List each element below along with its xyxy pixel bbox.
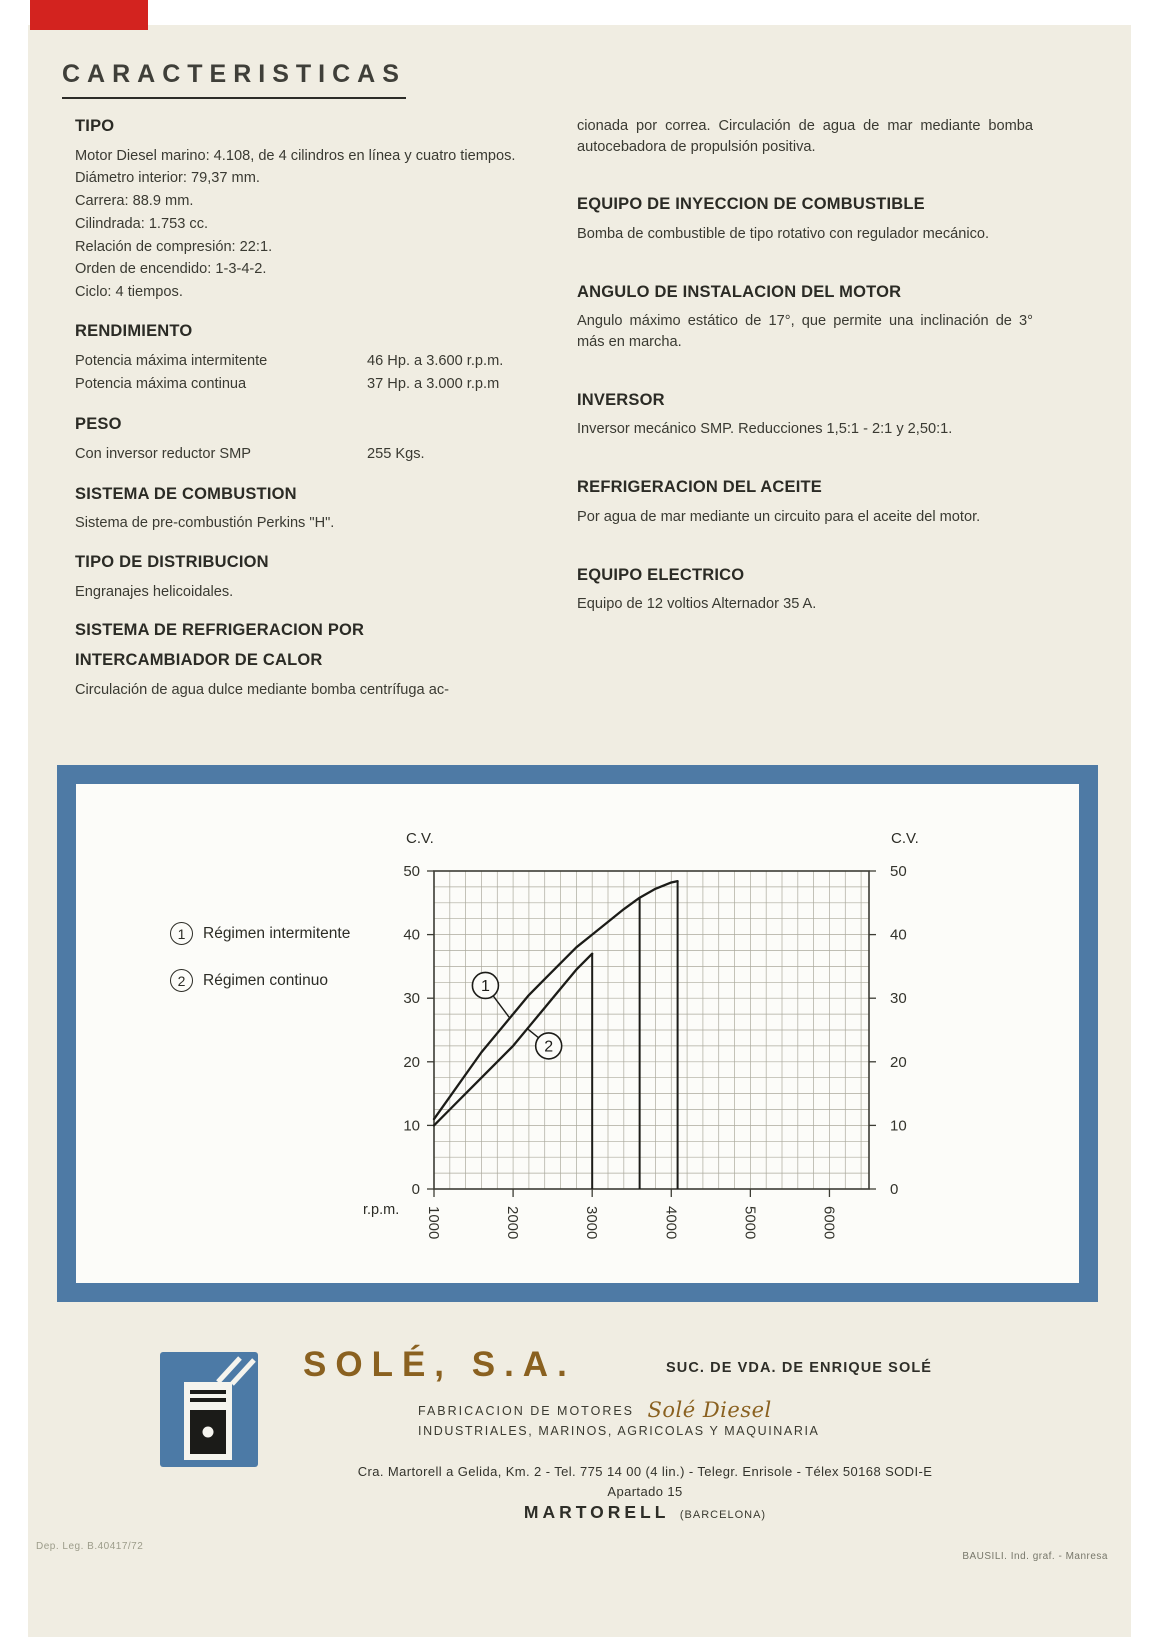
province-name: (BARCELONA) [679,1509,767,1521]
y-tick-label: 30 [890,990,907,1008]
spec-section [75,484,531,534]
fabrication-label: FABRICACION DE MOTORES [418,1404,635,1418]
y-axis-label-right: C.V. [891,830,919,847]
spec-section [75,321,531,396]
legal-deposit: Dep. Leg. B.40417/72 [36,1541,144,1552]
y-tick-label: 30 [403,990,420,1008]
section-text: Circulación de agua dulce mediante bomba centrífuga ac- [75,681,449,698]
y-tick-label: 20 [890,1053,907,1071]
industries-line: INDUSTRIALES, MARINOS, AGRICOLAS Y MAQUINARIA [418,1424,820,1438]
engine-piston-icon [160,1352,258,1467]
y-tick-label: 20 [403,1053,420,1071]
y-tick-label: 10 [890,1117,907,1135]
y-tick-label: 10 [403,1117,420,1135]
printer-credit: BAUSILI. Ind. graf. - Manresa [962,1551,1108,1562]
section-text: Por agua de mar mediante un circuito para el aceite del motor. [577,508,981,525]
section-text: Bomba de combustible de tipo rotativo con regulador mecánico. [577,226,990,243]
legend-marker-1: 1 [170,922,193,945]
y-tick-label: 0 [411,1181,420,1198]
x-axis-label: r.p.m. [363,1202,400,1218]
spec-section [75,414,531,466]
section-text: Sistema de pre-combustión Perkins "H". [75,515,335,532]
section-heading: RENDIMIENTO [75,321,193,340]
section-text: Equipo de 12 voltios Alternador 35 A. [577,596,817,613]
section-text: Orden de encendido: 1-3-4-2. [75,261,267,278]
power-curve-chart [76,784,1079,1283]
y-tick-label: 0 [890,1181,899,1198]
section-heading: REFRIGERACION DEL ACEITE [577,478,822,497]
sole-engine-logo [160,1352,258,1467]
section-heading: TIPO [75,117,115,135]
page-title: CARACTERISTICAS [62,60,406,99]
spec-section [577,194,1033,244]
company-successor: SUC. DE VDA. DE ENRIQUE SOLÉ [666,1360,933,1376]
company-name: SOLÉ, S.A. [303,1345,576,1384]
spec-value: 37 Hp. a 3.000 r.p.m [367,375,500,392]
legend-item-intermittent [170,922,350,945]
legend-label-1: Régimen intermitente [203,924,351,942]
x-tick-label: 3000 [583,1206,601,1240]
specs-columns [75,116,1033,718]
performance-chart-panel [57,765,1098,1302]
section-text: Cilindrada: 1.753 cc. [75,215,209,232]
section-heading: SISTEMA DE REFRIGERACION POR [75,621,365,640]
spec-label: Con inversor reductor SMP [75,446,252,463]
x-tick-label: 4000 [662,1206,680,1240]
legend-item-continuous [170,969,350,992]
y-tick-label: 50 [890,863,907,880]
section-heading: INVERSOR [577,390,665,409]
spec-row [75,443,531,466]
annotation-number: 1 [480,977,490,995]
spec-section [75,620,531,700]
section-text: Ciclo: 4 tiempos. [75,283,183,300]
po-box: Apartado 15 [607,1484,683,1499]
section-heading: PESO [75,414,122,433]
legend-label-2: Régimen continuo [203,971,328,989]
spec-section [75,116,531,303]
x-tick-label: 5000 [741,1206,759,1240]
spec-section [75,552,531,602]
red-corner-tab [30,0,148,30]
section-text: Inversor mecánico SMP. Reducciones 1,5:1 - 2:1 y 2,50:1. [577,421,953,438]
brand-script: Solé Diesel [647,1398,772,1422]
section-heading: INTERCAMBIADOR DE CALOR [75,651,323,670]
section-text: cionada por correa. Circulación de agua de mar mediante bomba autocebadora de propulsión positiva. [577,118,1033,155]
specs-left-column [75,116,531,718]
section-text: Angulo máximo estático de 17°, que permite una inclinación de 3° más en marcha. [577,313,1033,351]
specs-right-column [577,116,1033,718]
chart-legend [170,922,350,1016]
spec-value: 255 Kgs. [367,446,425,463]
section-heading: ANGULO DE INSTALACION DEL MOTOR [577,282,902,301]
section-heading: SISTEMA DE COMBUSTION [75,484,297,503]
city-line [295,1502,995,1523]
section-text: Engranajes helicoidales. [75,583,234,600]
y-tick-label: 40 [403,926,420,944]
spec-label: Potencia máxima intermitente [75,353,268,370]
section-text: Relación de compresión: 22:1. [75,238,273,255]
x-tick-label: 1000 [425,1206,442,1240]
spec-row [75,373,531,396]
y-axis-label-left: C.V. [406,830,434,847]
spec-section [577,282,1033,353]
x-tick-label: 2000 [504,1206,522,1240]
city-name: MARTORELL [523,1502,670,1522]
address-line: Cra. Martorell a Gelida, Km. 2 - Tel. 775 14 00 (4 lin.) - Telegr. Enrisole - Télex 50168 SODI-E [357,1464,933,1479]
spec-row [75,350,531,373]
fabrication-line [418,1396,772,1420]
section-text: Diámetro interior: 79,37 mm. [75,170,260,187]
spec-label: Potencia máxima continua [75,375,247,392]
section-heading: EQUIPO DE INYECCION DE COMBUSTIBLE [577,195,925,214]
y-tick-label: 40 [890,926,907,944]
spec-section [577,390,1033,440]
section-heading: TIPO DE DISTRIBUCION [75,553,269,572]
spec-value: 46 Hp. a 3.600 r.p.m. [367,353,504,370]
address-block [295,1464,995,1499]
spec-section [577,477,1033,527]
power-curve [434,881,678,1119]
spec-section [577,565,1033,615]
y-tick-label: 50 [403,863,420,880]
section-text: Carrera: 88.9 mm. [75,193,194,210]
section-text: Motor Diesel marino: 4.108, de 4 cilindros en línea y cuatro tiempos. [75,147,516,164]
spec-section [577,116,1033,157]
section-heading: EQUIPO ELECTRICO [577,565,745,584]
legend-marker-2: 2 [170,969,193,992]
annotation-number: 2 [544,1038,554,1056]
x-tick-label: 6000 [820,1206,838,1240]
